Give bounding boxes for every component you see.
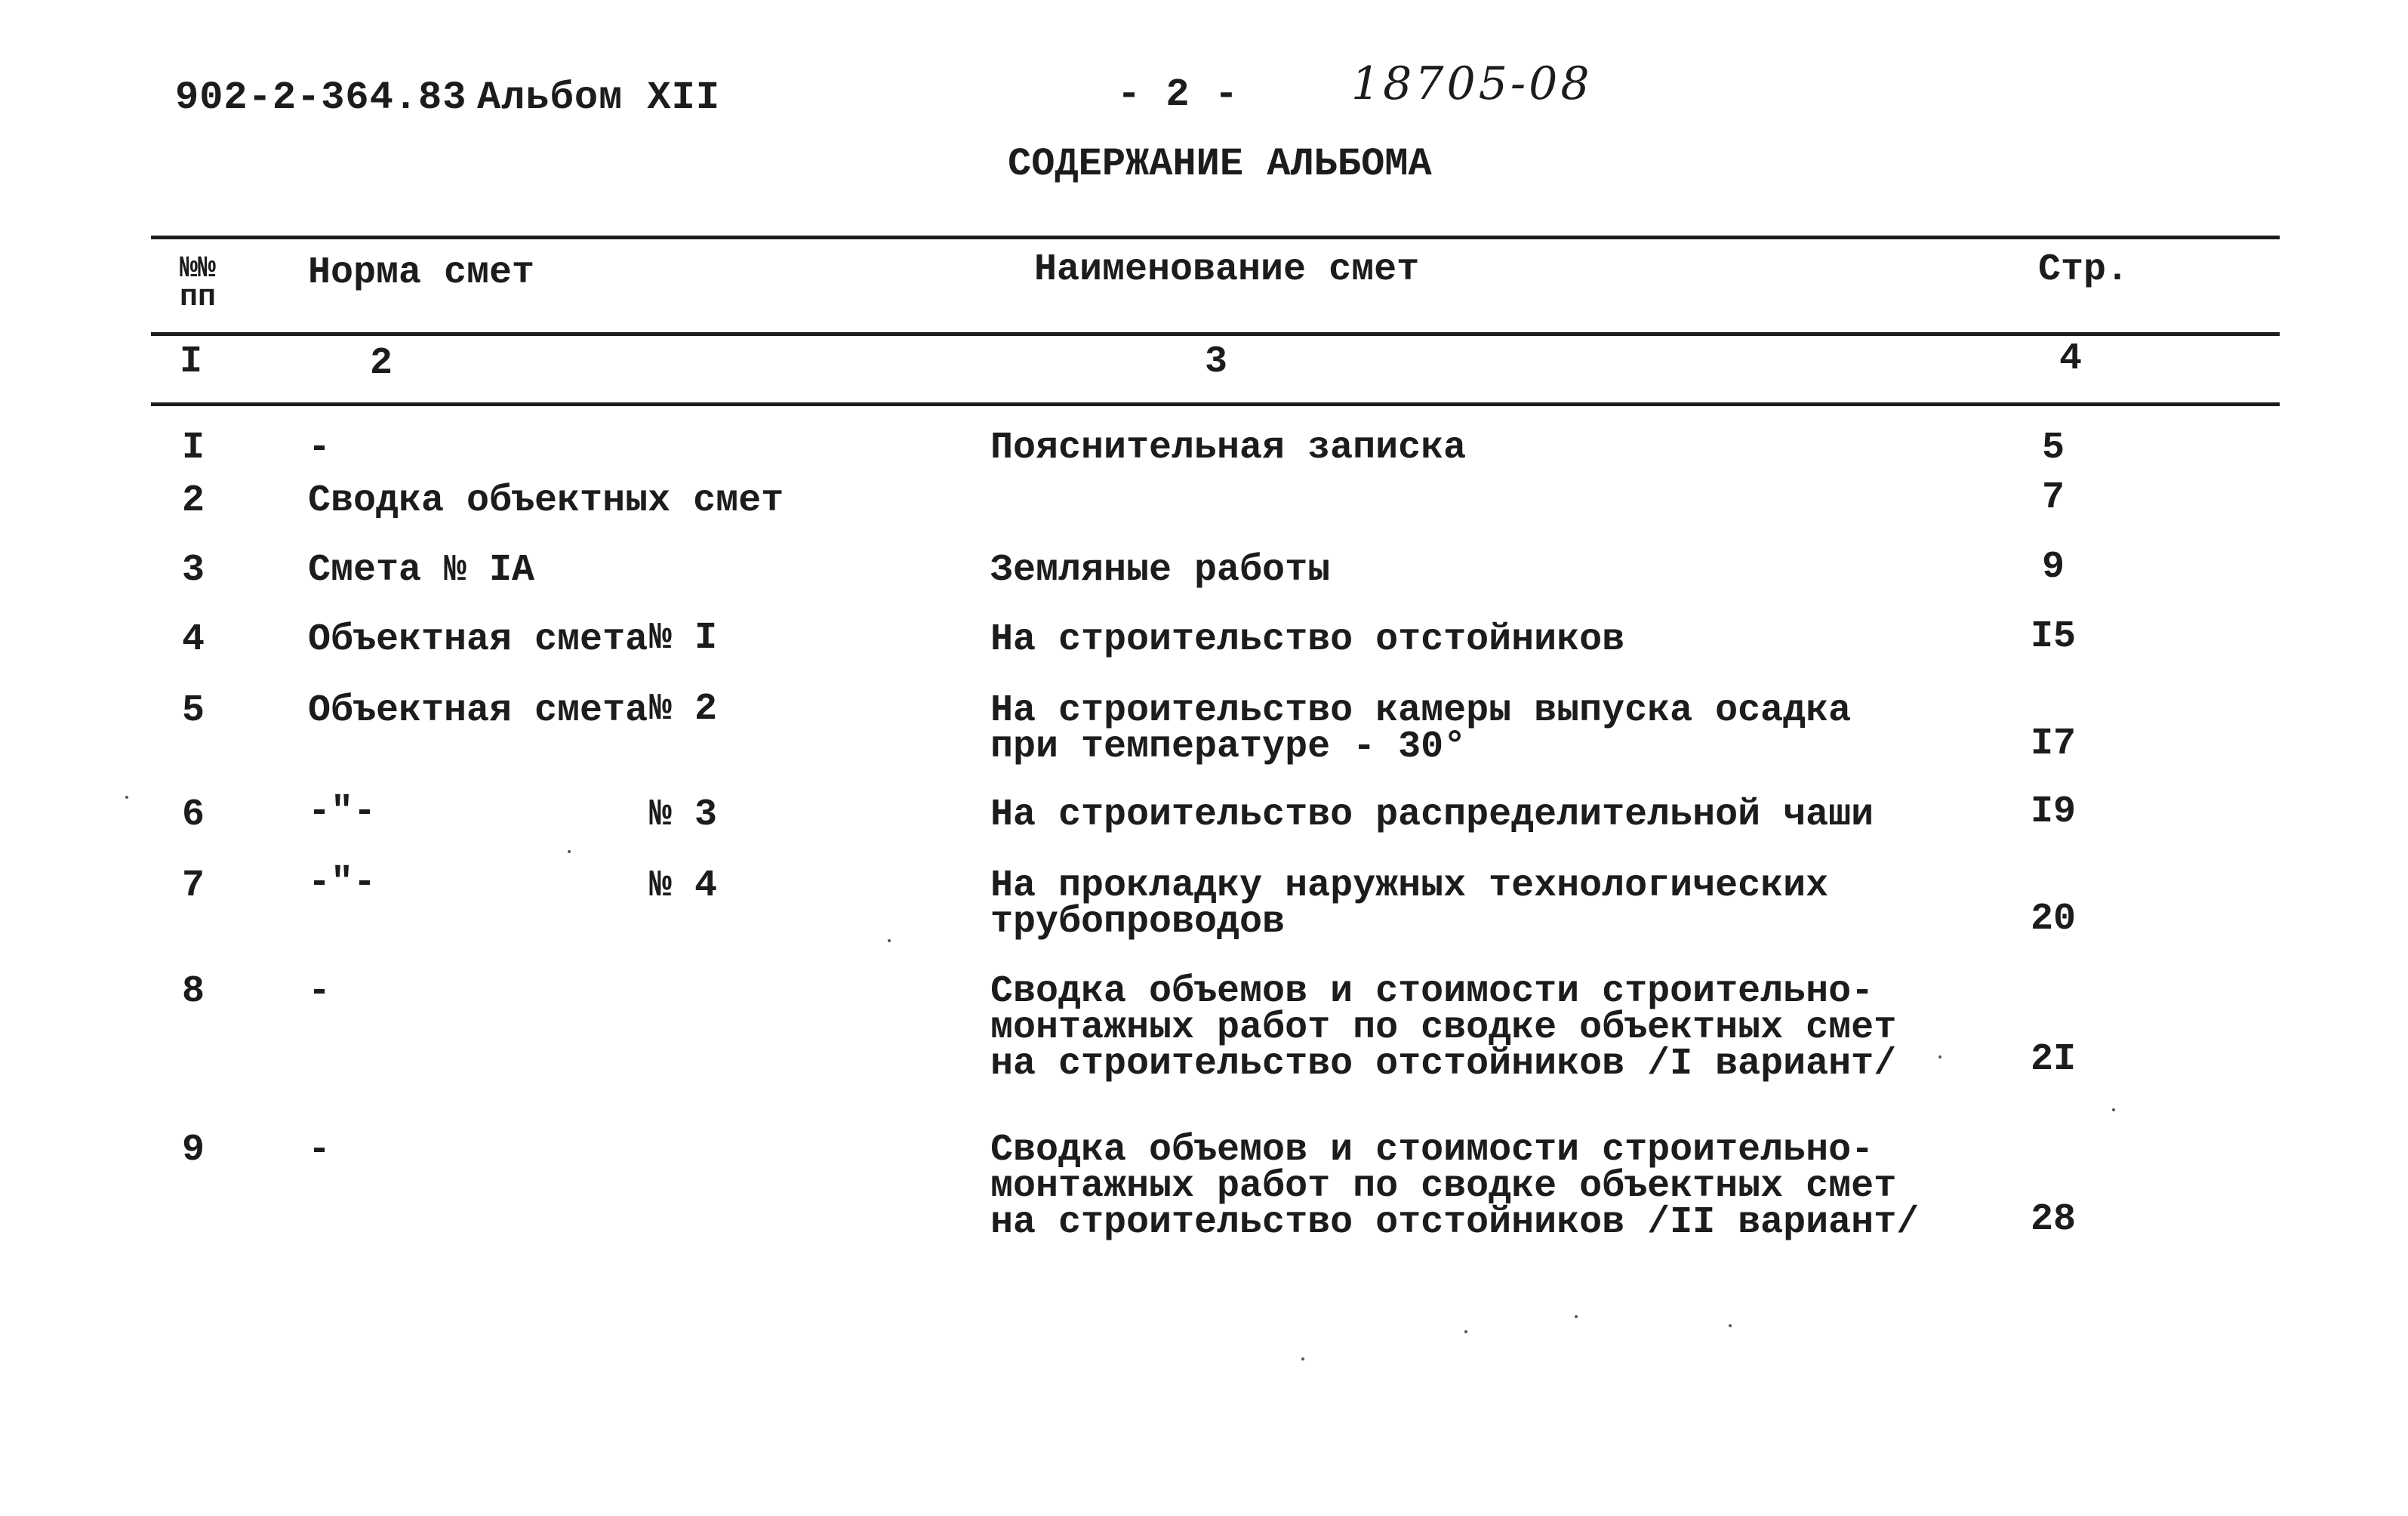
row-norm: Смета № IA [308,549,535,592]
row-norm-number: № 4 [649,864,718,907]
col-header-page: Стр. [2038,248,2129,291]
page-number: - 2 - [1117,72,1239,117]
page-title: СОДЕРЖАНИЕ АЛЬБОМА [1008,142,1432,186]
row-norm: Объектная смета [308,689,648,732]
table-index-rule [151,402,2280,406]
row-norm-number: № 2 [649,688,718,731]
scan-speck [2112,1108,2115,1111]
handwritten-number: 18705-08 [1351,57,1593,110]
row-number: I [181,427,205,470]
row-norm: Объектная смета [308,618,648,661]
row-name: Сводка объемов и стоимости строительно- монтажных работ по сводке объектных смет на строительство отстойников /I вариант/ [990,970,1897,1086]
row-name: На строительство отстойников [990,618,1625,661]
row-name: На строительство распределительной чаши [990,793,1874,837]
row-page: I5 [2030,615,2076,658]
table-header-rule [151,332,2280,336]
row-number: 2 [181,479,205,522]
scan-speck [125,796,128,799]
row-norm-number: № I [649,617,718,660]
row-number: 5 [181,689,205,732]
scan-speck [1729,1324,1732,1327]
row-page: 9 [2041,546,2065,589]
row-norm: -"- [308,790,377,833]
row-page: 28 [2030,1198,2076,1241]
row-number: 6 [181,793,205,837]
scan-speck [568,850,571,853]
row-norm: - [308,427,331,470]
row-page: 5 [2041,427,2065,470]
col-index-3: 3 [1205,340,1228,384]
row-number: 7 [181,864,205,907]
scan-speck [888,939,891,942]
row-page: 2I [2030,1038,2076,1081]
col-header-norm: Норма смет [308,251,535,294]
row-name: На прокладку наружных технологических трубопроводов [990,864,1829,944]
row-norm-number: № 3 [649,793,718,837]
col-index-2: 2 [370,342,393,385]
row-norm: Сводка объектных смет [308,479,784,522]
row-page: I9 [2030,790,2076,833]
col-index-1: I [180,340,203,384]
row-name: Сводка объемов и стоимости строительно- монтажных работ по сводке объектных смет на строительство отстойников /II вариант/ [990,1129,1920,1244]
row-number: 9 [181,1129,205,1172]
scan-speck [1938,1055,1941,1058]
row-norm: - [308,970,331,1013]
row-name: Пояснительная записка [990,427,1467,470]
row-page: 7 [2041,476,2065,519]
col-index-4: 4 [2059,337,2083,381]
row-norm: -"- [308,861,377,904]
row-name: На строительство камеры выпуска осадка при температуре - 30° [990,689,1852,769]
scan-speck [1301,1357,1304,1360]
album-label: Альбом XII [477,75,721,120]
scan-speck [1464,1330,1467,1333]
row-number: 8 [181,970,205,1013]
row-norm: - [308,1129,331,1172]
row-name: Земляные работы [990,549,1331,592]
col-header-number: №№ пп [180,252,217,315]
doc-code: 902-2-364.83 [175,75,467,120]
row-page: I7 [2030,723,2076,766]
table-top-rule [151,236,2280,239]
scan-speck [1575,1315,1578,1318]
row-page: 20 [2030,898,2076,941]
row-number: 3 [181,549,205,592]
col-header-name: Наименование смет [1034,248,1420,291]
row-number: 4 [181,618,205,661]
